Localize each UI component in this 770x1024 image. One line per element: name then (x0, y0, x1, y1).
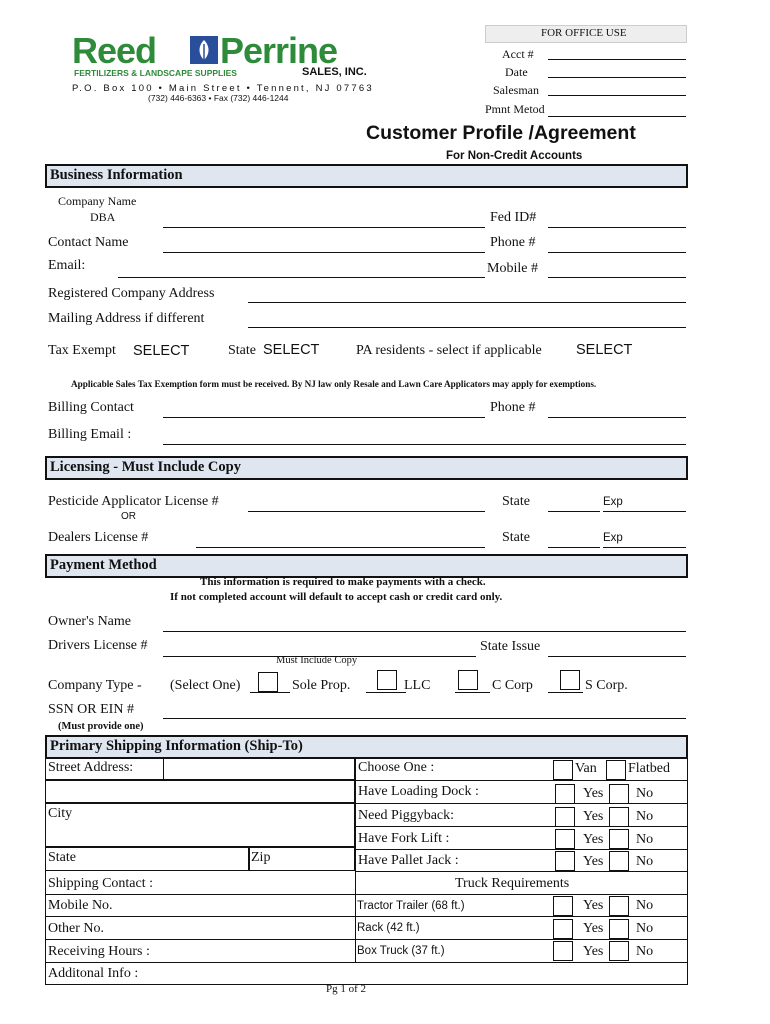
dealers-state-field[interactable] (548, 547, 600, 548)
choose-one-divider (355, 780, 688, 781)
rack-no-checkbox[interactable] (609, 919, 629, 939)
shipping-heading: Primary Shipping Information (Ship-To) (50, 738, 303, 754)
dealers-license-field[interactable] (196, 547, 485, 548)
tractor-no-checkbox[interactable] (609, 896, 629, 916)
billing-contact-field[interactable] (163, 417, 485, 418)
owners-name-label: Owner's Name (48, 614, 131, 629)
s-corp-checkbox[interactable] (560, 670, 580, 690)
company-phone: (732) 446-6363 • Fax (732) 446-1244 (148, 93, 289, 103)
fed-id-field[interactable] (548, 227, 686, 228)
registered-address-field[interactable] (248, 302, 686, 303)
pesticide-exp-label: Exp (603, 496, 623, 508)
loading-dock-yes-checkbox[interactable] (555, 784, 575, 804)
page-title: Customer Profile /Agreement (366, 122, 636, 144)
date-field[interactable] (548, 77, 686, 78)
business-info-heading: Business Information (50, 167, 183, 183)
must-include-copy-label: Must Include Copy (276, 655, 358, 666)
llc-label: LLC (404, 678, 431, 693)
pallet-jack-yes-checkbox[interactable] (555, 851, 575, 871)
loading-dock-divider (355, 803, 688, 804)
billing-email-field[interactable] (163, 444, 686, 445)
acct-field[interactable] (548, 59, 686, 60)
sole-prop-label: Sole Prop. (292, 678, 351, 693)
piggyback-yes-label: Yes (583, 809, 604, 824)
city-label: City (48, 806, 73, 821)
pa-residents-select[interactable]: SELECT (576, 342, 633, 358)
van-label: Van (575, 761, 597, 776)
s-corp-underline (548, 692, 583, 693)
lower-left-right-divider (355, 894, 356, 962)
dba-label: DBA (90, 210, 116, 224)
office-use-header (485, 25, 687, 43)
date-label: Date (505, 65, 528, 79)
or-label: OR (121, 511, 136, 522)
page-number: Pg 1 of 2 (326, 983, 367, 995)
receiving-hours-label: Receiving Hours : (48, 944, 150, 959)
state-label: State (228, 343, 256, 358)
mobile-no-label: Mobile No. (48, 898, 113, 913)
street-line2-field[interactable] (45, 780, 355, 803)
pallet-jack-no-label: No (636, 854, 654, 869)
acct-label: Acct # (502, 47, 534, 61)
dealers-state-label: State (502, 530, 530, 545)
licensing-header (45, 456, 688, 480)
shipping-contact-divider (45, 894, 688, 895)
dealers-license-label: Dealers License # (48, 530, 149, 545)
other-no-divider (45, 939, 355, 940)
pesticide-state-label: State (502, 494, 530, 509)
company-name-field[interactable] (163, 227, 485, 228)
rack-yes-checkbox[interactable] (553, 919, 573, 939)
salesman-field[interactable] (548, 95, 686, 96)
logo-sales: SALES, INC. (302, 66, 367, 78)
owners-name-field[interactable] (163, 631, 686, 632)
logo-name-left: Reed (72, 30, 157, 71)
payment-method-label: Pmnt Metod (485, 102, 545, 116)
box-truck-label: Box Truck (37 ft.) (357, 945, 445, 957)
pallet-jack-no-checkbox[interactable] (609, 851, 629, 871)
drivers-license-label: Drivers License # (48, 638, 148, 653)
shipping-contact-label: Shipping Contact : (48, 876, 153, 891)
pallet-jack-yes-label: Yes (583, 854, 604, 869)
mailing-address-field[interactable] (248, 327, 686, 328)
rack-no-label: No (636, 921, 654, 936)
piggyback-yes-checkbox[interactable] (555, 807, 575, 827)
fork-lift-no-checkbox[interactable] (609, 829, 629, 849)
billing-phone-label: Phone # (490, 400, 536, 415)
page-subtitle: For Non-Credit Accounts (446, 150, 583, 162)
pallet-jack-divider (355, 871, 688, 872)
contact-name-field[interactable] (163, 252, 485, 253)
sole-prop-underline (250, 692, 290, 693)
ssn-ein-field[interactable] (163, 718, 686, 719)
s-corp-label: S Corp. (585, 678, 628, 693)
payment-method-field[interactable] (548, 116, 686, 117)
c-corp-label: C Corp (492, 678, 533, 693)
ssn-ein-label: SSN OR EIN # (48, 702, 134, 717)
loading-dock-no-checkbox[interactable] (609, 784, 629, 804)
city-field[interactable] (45, 803, 355, 847)
billing-email-label: Billing Email : (48, 427, 132, 442)
logo-tagline: FERTILIZERS & LANDSCAPE SUPPLIES (74, 68, 237, 78)
llc-underline (366, 692, 406, 693)
pallet-jack-label: Have Pallet Jack : (358, 853, 459, 868)
salesman-label: Salesman (493, 83, 539, 97)
tractor-yes-checkbox[interactable] (553, 896, 573, 916)
llc-checkbox[interactable] (377, 670, 397, 690)
fork-lift-divider (355, 849, 688, 850)
flatbed-label: Flatbed (628, 761, 670, 776)
billing-phone-field[interactable] (548, 417, 686, 418)
logo-leaf-icon (190, 36, 218, 64)
logo-name-right: Perrine (220, 30, 338, 71)
payment-method-header (45, 554, 688, 578)
choose-one-label: Choose One : (358, 760, 435, 775)
piggyback-label: Need Piggyback: (358, 808, 455, 823)
mobile-no-divider (45, 916, 355, 917)
dealers-exp-label: Exp (603, 532, 623, 544)
company-type-label: Company Type - (48, 678, 142, 693)
phone-label: Phone # (490, 235, 536, 250)
mailing-address-label: Mailing Address if different (48, 311, 205, 326)
phone-field[interactable] (548, 252, 686, 253)
state-issue-label: State Issue (480, 639, 541, 654)
pesticide-exp-field[interactable] (603, 511, 686, 512)
licensing-heading: Licensing - Must Include Copy (50, 459, 241, 475)
company-address: P.O. Box 100 • Main Street • Tennent, NJ 07763 (72, 83, 374, 94)
office-use-title: FOR OFFICE USE (541, 27, 627, 39)
payment-note-2: If not completed account will default to accept cash or credit card only. (170, 591, 503, 603)
rack-divider (355, 939, 688, 940)
tractor-yes-label: Yes (583, 898, 604, 913)
truck-requirements-label: Truck Requirements (455, 876, 570, 891)
tax-exempt-label: Tax Exempt (48, 343, 116, 358)
loading-dock-label: Have Loading Dock : (358, 784, 479, 799)
rack-label: Rack (42 ft.) (357, 922, 420, 934)
contact-name-label: Contact Name (48, 235, 129, 250)
select-one-label: (Select One) (170, 678, 241, 693)
rack-yes-label: Yes (583, 921, 604, 936)
company-name-label: Company Name (58, 194, 137, 208)
dealers-exp-field[interactable] (603, 547, 686, 548)
email-field[interactable] (118, 277, 485, 278)
pesticide-license-field[interactable] (248, 511, 485, 512)
fed-id-label: Fed ID# (490, 210, 537, 225)
zip-label: Zip (251, 850, 271, 865)
tractor-trailer-label: Tractor Trailer (68 ft.) (357, 900, 465, 912)
c-corp-underline (455, 692, 490, 693)
mobile-label: Mobile # (487, 261, 538, 276)
street-field[interactable] (163, 758, 355, 780)
email-label: Email: (48, 258, 86, 273)
additional-info-label: Additonal Info : (48, 966, 139, 981)
tractor-no-label: No (636, 898, 654, 913)
sole-prop-checkbox[interactable] (258, 672, 278, 692)
loading-dock-yes-label: Yes (583, 786, 604, 801)
business-info-header (45, 164, 688, 188)
loading-dock-no-label: No (636, 786, 654, 801)
box-truck-yes-checkbox[interactable] (553, 941, 573, 961)
receiving-hours-divider (45, 962, 688, 963)
piggyback-no-label: No (636, 809, 654, 824)
billing-contact-label: Billing Contact (48, 400, 134, 415)
box-truck-no-checkbox[interactable] (609, 941, 629, 961)
box-truck-yes-label: Yes (583, 944, 604, 959)
tractor-divider (355, 916, 688, 917)
fork-lift-yes-label: Yes (583, 832, 604, 847)
piggyback-no-checkbox[interactable] (609, 807, 629, 827)
shipping-header (45, 735, 688, 759)
pesticide-state-field[interactable] (548, 511, 600, 512)
must-provide-label: (Must provide one) (58, 721, 144, 732)
van-checkbox[interactable] (553, 760, 573, 780)
mobile-field[interactable] (548, 277, 686, 278)
fork-lift-no-label: No (636, 832, 654, 847)
ship-state-label: State (48, 850, 76, 865)
fork-lift-label: Have Fork Lift : (358, 831, 450, 846)
tax-exemption-note: Applicable Sales Tax Exemption form must be received. By NJ law only Resale and Lawn Care Applicators may apply for exemptions. (71, 379, 597, 389)
street-label: Street Address: (48, 760, 134, 775)
payment-method-heading: Payment Method (50, 557, 157, 573)
pa-residents-label: PA residents - select if applicable (356, 343, 542, 358)
registered-address-label: Registered Company Address (48, 286, 215, 301)
payment-note-1: This information is required to make payments with a check. (200, 576, 486, 588)
c-corp-checkbox[interactable] (458, 670, 478, 690)
piggyback-divider (355, 826, 688, 827)
other-no-label: Other No. (48, 921, 104, 936)
box-truck-no-label: No (636, 944, 654, 959)
flatbed-checkbox[interactable] (606, 760, 626, 780)
tax-exempt-select[interactable]: SELECT (133, 343, 190, 359)
state-issue-field[interactable] (548, 656, 686, 657)
state-select[interactable]: SELECT (263, 342, 320, 358)
pesticide-license-label: Pesticide Applicator License # (48, 494, 219, 509)
fork-lift-yes-checkbox[interactable] (555, 829, 575, 849)
